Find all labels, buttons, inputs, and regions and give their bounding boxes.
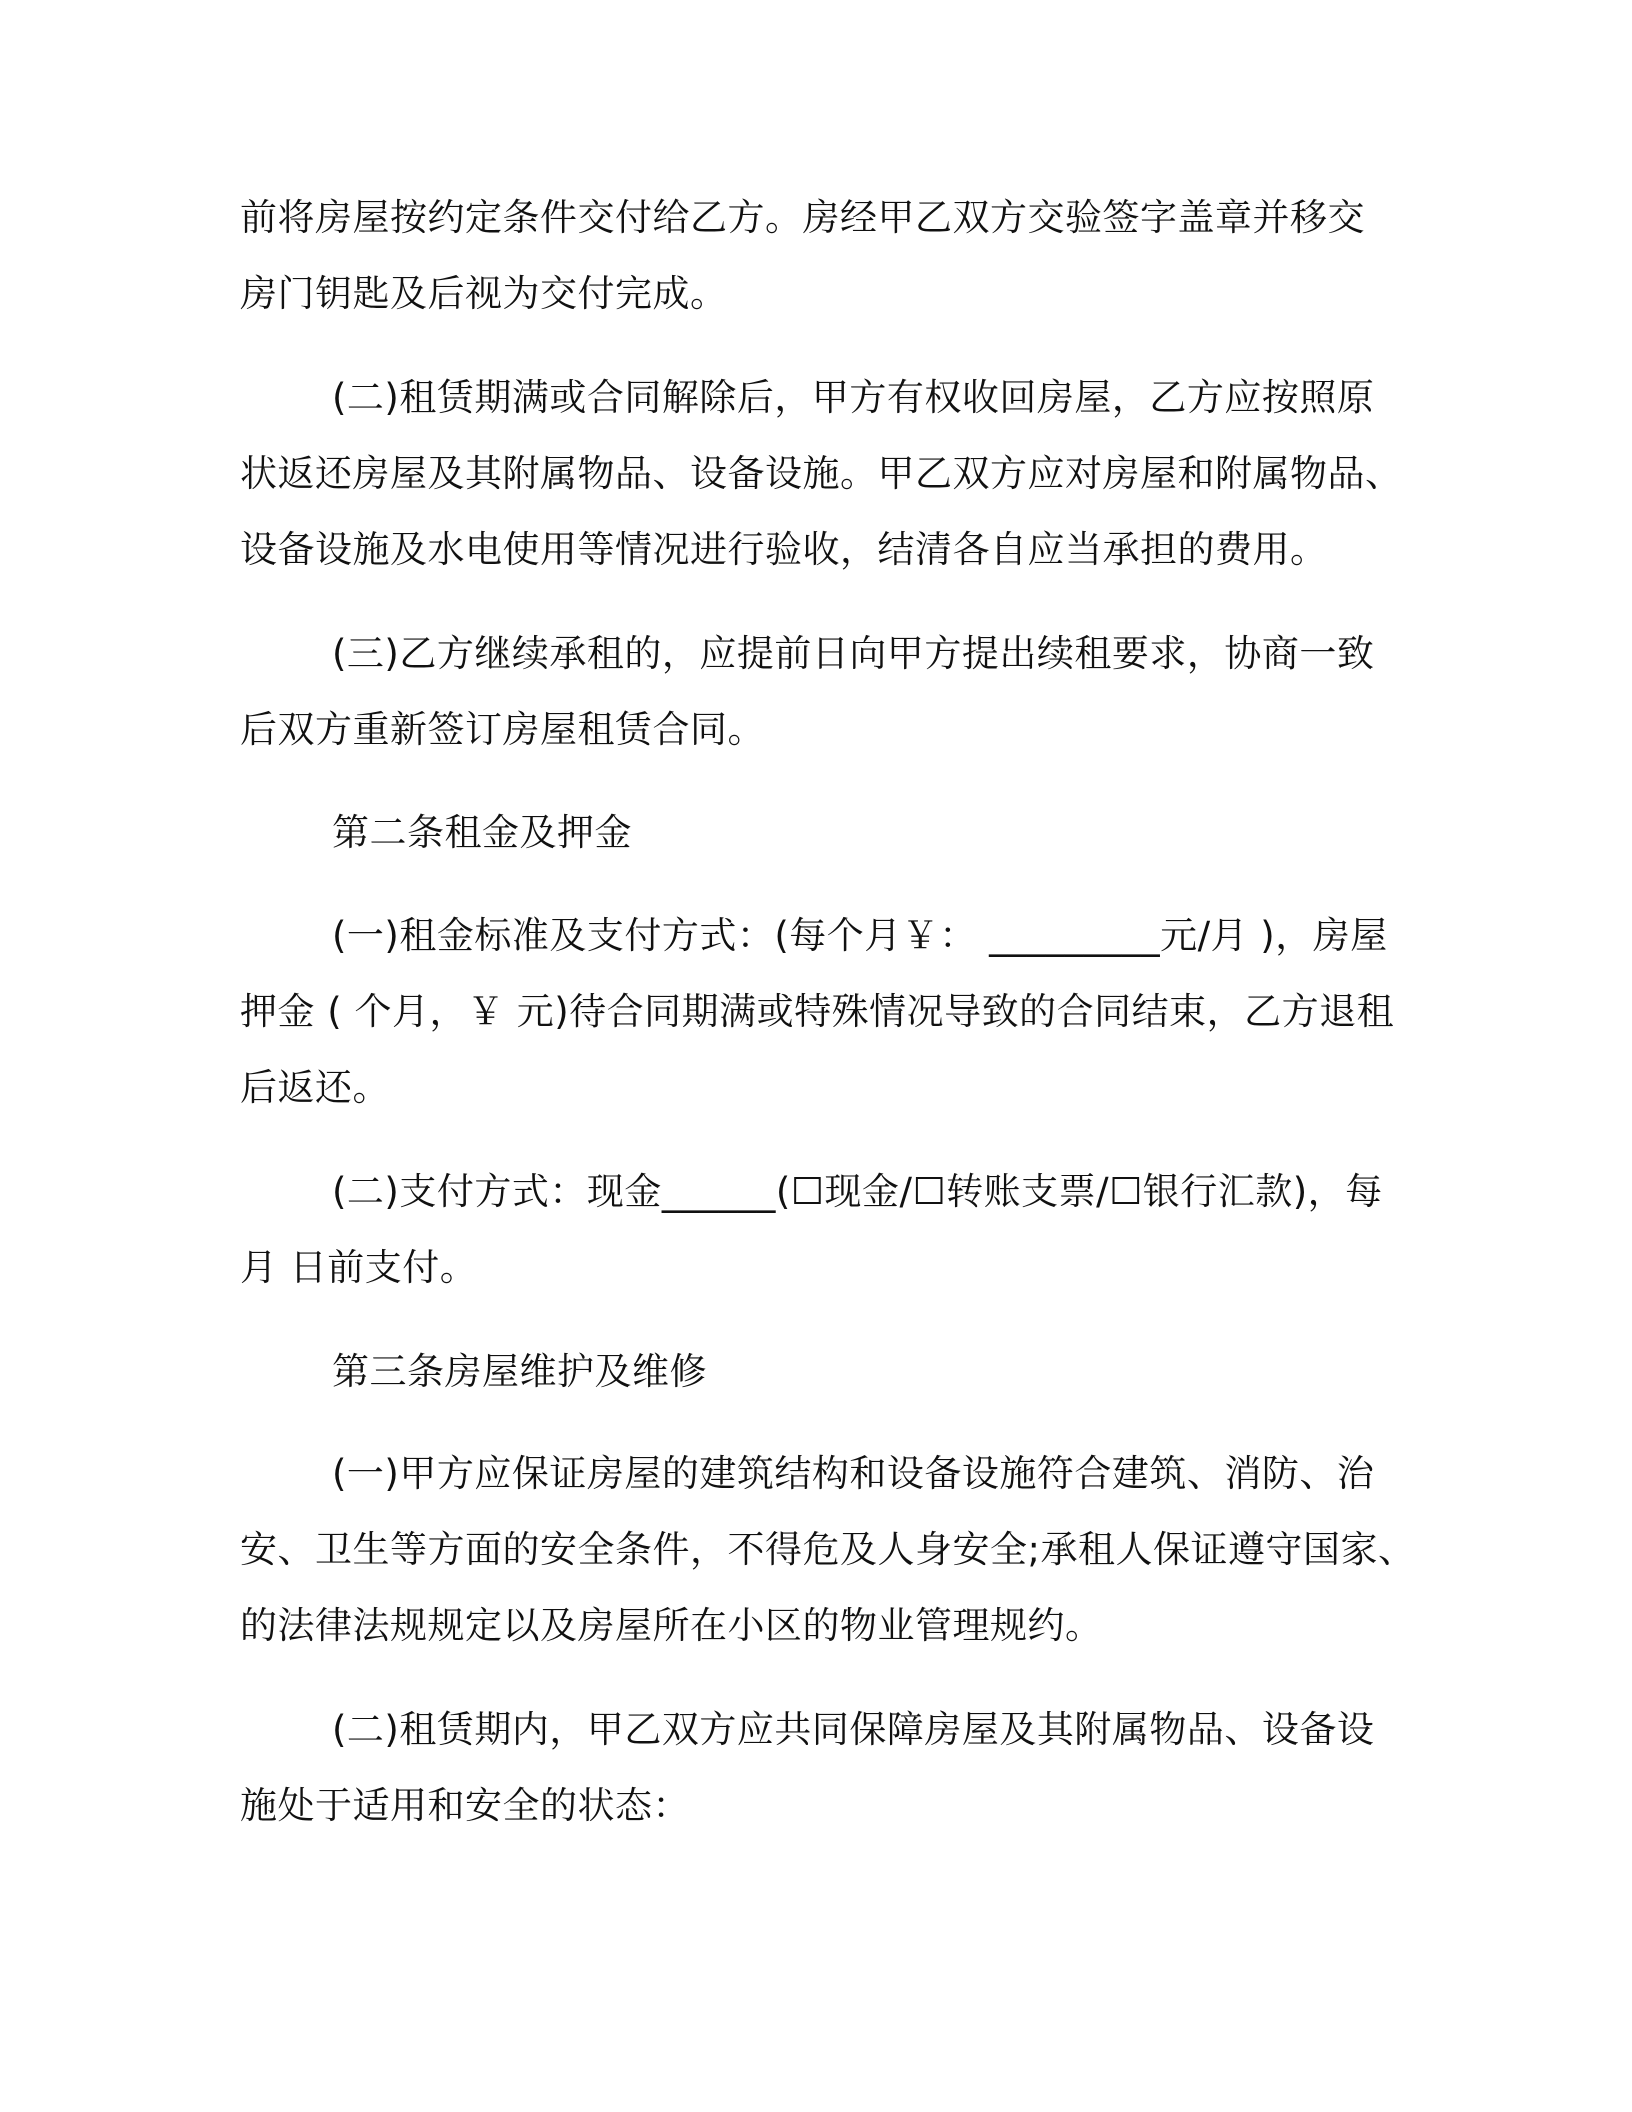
text-line: 月 日前支付。 [240, 1246, 478, 1289]
text-line: (一)租金标准及支付方式：(每个月￥： _________元/月 )，房屋 [332, 914, 1388, 957]
text-line: 设备设施及水电使用等情况进行验收，结清各自应当承担的费用。 [240, 528, 1328, 571]
text-line: (二)支付方式：现金______(☐现金/☐转账支票/☐银行汇款)，每 [332, 1170, 1383, 1213]
text-line: 施处于适用和安全的状态： [240, 1784, 690, 1827]
text-line: 的法律法规规定以及房屋所在小区的物业管理规约。 [240, 1604, 1103, 1647]
text-line: (二)租赁期内，甲乙双方应共同保障房屋及其附属物品、设备设 [332, 1708, 1375, 1751]
text-line: 押金 ( 个月，￥ 元)待合同期满或特殊情况导致的合同结束，乙方退租 [240, 990, 1395, 1033]
text-line: (二)租赁期满或合同解除后，甲方有权收回房屋，乙方应按照原 [332, 376, 1375, 419]
section-heading: 第二条租金及押金 [332, 811, 632, 854]
text-line: 后返还。 [240, 1066, 390, 1109]
text-line: 状返还房屋及其附属物品、设备设施。甲乙双方应对房屋和附属物品、 [240, 452, 1403, 495]
text-line: 安、卫生等方面的安全条件，不得危及人身安全;承租人保证遵守国家、 [240, 1528, 1416, 1571]
text-line: (一)甲方应保证房屋的建筑结构和设备设施符合建筑、消防、治 [332, 1452, 1375, 1495]
text-line: (三)乙方继续承租的，应提前日向甲方提出续租要求，协商一致 [332, 632, 1375, 675]
section-heading: 第三条房屋维护及维修 [332, 1350, 707, 1393]
text-line: 房门钥匙及后视为交付完成。 [240, 272, 728, 315]
text-line: 前将房屋按约定条件交付给乙方。房经甲乙双方交验签字盖章并移交 [240, 196, 1365, 239]
text-line: 后双方重新签订房屋租赁合同。 [240, 708, 765, 751]
